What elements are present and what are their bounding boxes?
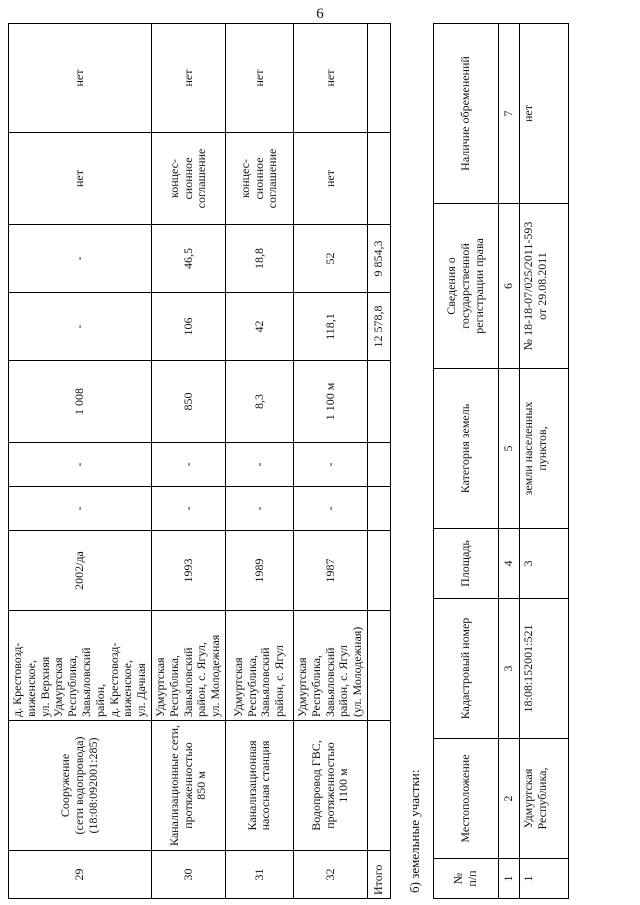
size-cell: 1 100 м — [293, 361, 367, 443]
object-address: Удмуртская Республика, Завьяловский район, с. Ягул — [225, 611, 293, 721]
empty-cell — [367, 24, 390, 133]
empty-cell — [367, 361, 390, 443]
encumbrance-cell: нет — [225, 24, 293, 133]
page-number: 6 — [316, 6, 324, 22]
total-row — [367, 24, 390, 899]
table-row — [519, 24, 568, 899]
encumbrance-cell: нет — [151, 24, 225, 133]
residual-value-cell: 46,5 — [151, 225, 225, 293]
residual-value-cell: 52 — [293, 225, 367, 293]
value-cell-6: - — [293, 443, 367, 487]
column-header: Категория земель — [433, 369, 498, 529]
empty-cell — [367, 531, 390, 611]
table-row — [293, 24, 367, 899]
column-header: Наличие обременений — [433, 24, 498, 204]
empty-cell — [367, 443, 390, 487]
buildings-table-body — [9, 24, 391, 899]
empty-cell — [367, 611, 390, 721]
value-cell-5: - — [9, 487, 152, 531]
basis-cell: концес- сионное соглашение — [151, 133, 225, 225]
row-number: 29 — [9, 851, 152, 899]
table-row — [225, 24, 293, 899]
registration-cell: № 18-18-07/025/2011-593 от 29.08.2011 — [519, 204, 568, 369]
residual-value-cell: - — [9, 225, 152, 293]
column-header: Сведения о государственной регистрации права — [433, 204, 498, 369]
total-label: Итого — [367, 851, 390, 899]
year-cell: 1987 — [293, 531, 367, 611]
column-number: 7 — [498, 24, 519, 204]
value-cell-6: - — [9, 443, 152, 487]
land-table-column-numbers-row — [498, 24, 519, 899]
value-cell-5: - — [225, 487, 293, 531]
table-row — [151, 24, 225, 899]
basis-cell: нет — [293, 133, 367, 225]
residual-value-cell: 18,8 — [225, 225, 293, 293]
value-cell-5: - — [293, 487, 367, 531]
column-number: 1 — [498, 859, 519, 899]
size-cell: 8,3 — [225, 361, 293, 443]
basis-cell: нет — [9, 133, 152, 225]
land-plots-table — [433, 23, 569, 899]
book-value-cell: 42 — [225, 293, 293, 361]
book-value-cell: 106 — [151, 293, 225, 361]
object-address: Удмуртская Республика, Завьяловский район, с. Ягул, ул. Молодежная — [151, 611, 225, 721]
row-number: 30 — [151, 851, 225, 899]
encumbrance-cell: нет — [9, 24, 152, 133]
year-cell: 2002/да — [9, 531, 152, 611]
size-cell: 1 008 — [9, 361, 152, 443]
column-number: 4 — [498, 529, 519, 599]
column-number: 3 — [498, 599, 519, 739]
column-number: 6 — [498, 204, 519, 369]
total-residual-value: 9 854,3 — [367, 225, 390, 293]
row-number: 1 — [519, 859, 568, 899]
encumbrance-cell: нет — [293, 24, 367, 133]
object-name: Сооружение (сети водопровода) (18:08:092001:285) — [9, 721, 152, 851]
total-book-value: 12 578,8 — [367, 293, 390, 361]
column-header: Местоположение — [433, 739, 498, 859]
value-cell-5: - — [151, 487, 225, 531]
land-table-header-row — [433, 24, 498, 899]
land-plots-caption: б) земельные участки: — [406, 769, 422, 893]
object-address: д. Крестовозд- виженское, ул. Верхняя Удмуртская Республика, Завьяловский район, д. Крестовозд- виженское, ул. Дачная — [9, 611, 152, 721]
encumbrance-cell: нет — [519, 24, 568, 204]
buildings-table — [8, 23, 391, 899]
object-name: Канализационная насосная станция — [225, 721, 293, 851]
book-value-cell: - — [9, 293, 152, 361]
column-number: 5 — [498, 369, 519, 529]
object-address: Удмуртская Республика, Завьяловский район, с. Ягул (ул. Молодежная) — [293, 611, 367, 721]
cadastral-number-cell: 18:08:152001:521 — [519, 599, 568, 739]
column-header: № п/п — [433, 859, 498, 899]
empty-cell — [367, 721, 390, 851]
row-number: 32 — [293, 851, 367, 899]
row-number: 31 — [225, 851, 293, 899]
year-cell: 1989 — [225, 531, 293, 611]
land-category-cell: земли населенных пунктов, — [519, 369, 568, 529]
table-row — [9, 24, 152, 899]
empty-cell — [367, 133, 390, 225]
object-name: Канализационные сети, протяженностью 850 м — [151, 721, 225, 851]
area-cell: 3 — [519, 529, 568, 599]
rotated-content-wrapper — [8, 24, 632, 899]
book-value-cell: 118,1 — [293, 293, 367, 361]
value-cell-6: - — [225, 443, 293, 487]
basis-cell: концес- сионное соглашение — [225, 133, 293, 225]
empty-cell — [367, 487, 390, 531]
column-header: Кадастровый номер — [433, 599, 498, 739]
year-cell: 1993 — [151, 531, 225, 611]
object-name: Водопровод ГВС, протяженностью 1100 м — [293, 721, 367, 851]
size-cell: 850 — [151, 361, 225, 443]
location-cell: Удмуртская Республика, — [519, 739, 568, 859]
value-cell-6: - — [151, 443, 225, 487]
rotated-content — [8, 24, 632, 899]
column-number: 2 — [498, 739, 519, 859]
column-header: Площадь — [433, 529, 498, 599]
